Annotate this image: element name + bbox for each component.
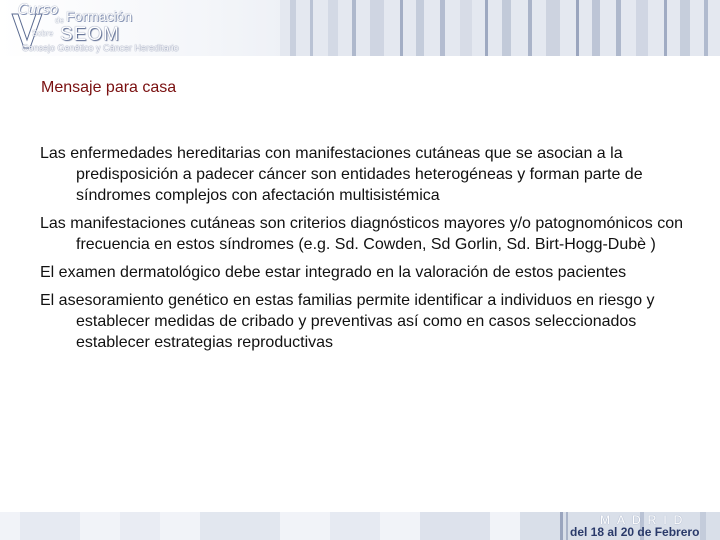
logo-word-de: de	[55, 16, 64, 25]
slide-title: Mensaje para casa	[41, 79, 177, 96]
footer-banner	[0, 512, 720, 540]
header-stripes-decoration	[280, 0, 720, 56]
footer-city: MADRID	[600, 513, 690, 527]
logo-word-sobre: Sobre	[32, 29, 54, 38]
bullet-item: Las enfermedades hereditarias con manifestaciones cutáneas que se asocian a la predisposición a padecer cáncer son entidades heterogéneas y forman parte de síndromes complejos con afectación multisistémica	[40, 145, 643, 204]
course-logo	[0, 0, 280, 56]
logo-word-formacion: Formación	[66, 8, 133, 24]
logo-subtitle: Consejo Genético y Cáncer Hereditario	[22, 43, 179, 53]
bullet-item: Las manifestaciones cutáneas son criterios diagnósticos mayores y/o patognomónicos con frecuencia en estos síndromes (e.g. Sd. Cowden, Sd Gorlin, Sd. Birt-Hogg-Dubè )	[40, 215, 684, 253]
logo-word-seom: SEOM	[60, 24, 120, 45]
footer-dates: del 18 al 20 de Febrero	[570, 525, 700, 539]
bullet-list	[40, 143, 690, 360]
bullet-item: El asesoramiento genético en estas familias permite identificar a individuos en riesgo y establecer medidas de cribado y preventivas así como en casos seleccionados establecer estrategias reproductivas	[40, 292, 655, 351]
logo-word-curso: Curso	[18, 2, 59, 18]
bullet-item: El examen dermatológico debe estar integrado en la valoración de estos pacientes	[40, 264, 627, 281]
header-banner	[0, 0, 720, 56]
